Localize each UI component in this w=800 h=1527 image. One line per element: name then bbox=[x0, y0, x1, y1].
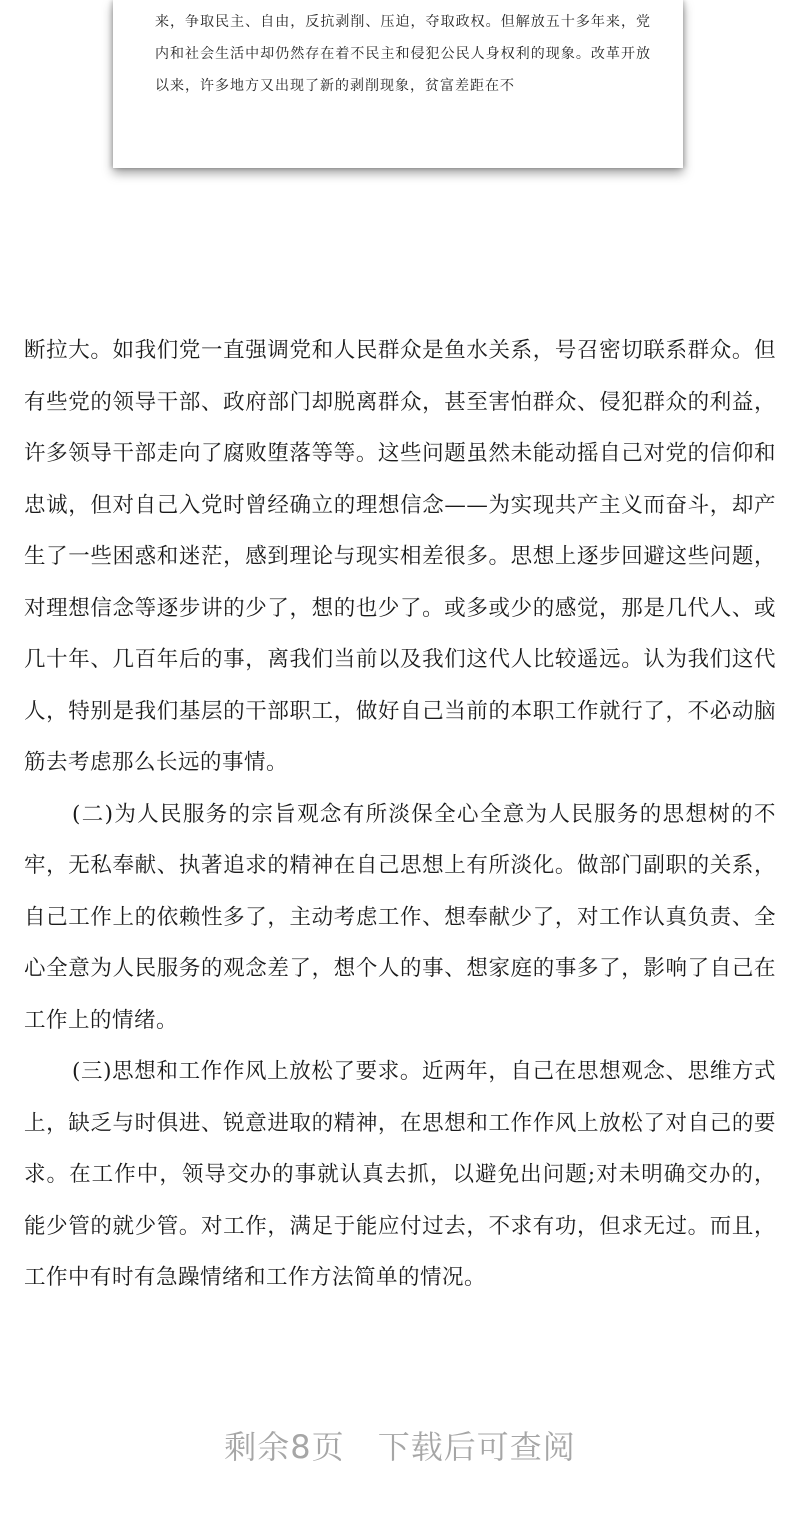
download-prompt[interactable] bbox=[0, 1422, 800, 1468]
paragraph-section-3: (三)思想和工作作风上放松了要求。近两年，自己在思想观念、思维方式上，缺乏与时俱进、锐意进取的精神，在思想和工作作风上放松了对自己的要求。在工作中，领导交办的事就认真去抓，以避免出问题;对未明确交办的，能少管的就少管。对工作，满足于能应付过去，不求有功，但求无过。而且，工作中有时有急躁情绪和工作方法简单的情况。 bbox=[24, 1059, 776, 1290]
preview-page-card bbox=[113, 0, 683, 168]
download-to-view-link[interactable]: 下载后可查阅 bbox=[377, 1428, 576, 1466]
paragraph-continuation: 断拉大。如我们党一直强调党和人民群众是鱼水关系，号召密切联系群众。但有些党的领导干部、政府部门却脱离群众，甚至害怕群众、侵犯群众的利益，许多领导干部走向了腐败堕落等等。这些问题虽然未能动摇自己对党的信仰和忠诚，但对自己入党时曾经确立的理想信念——为实现共产主义而奋斗，却产生了一些困惑和迷茫，感到理论与现实相差很多。思想上逐步回避这些问题，对理想信念等逐步讲的少了，想的也少了。或多或少的感觉，那是几代人、或几十年、几百年后的事，离我们当前以及我们这代人比较遥远。认为我们这代人，特别是我们基层的干部职工，做好自己当前的本职工作就行了，不必动脑筋去考虑那么长远的事情。 bbox=[24, 338, 776, 775]
paragraph-section-2: (二)为人民服务的宗旨观念有所淡保全心全意为人民服务的思想树的不牢，无私奉献、执著追求的精神在自己思想上有所淡化。做部门副职的关系，自己工作上的依赖性多了，主动考虑工作、想奉献少了，对工作认真负责、全心全意为人民服务的观念差了，想个人的事、想家庭的事多了，影响了自己在工作上的情绪。 bbox=[24, 801, 776, 1033]
download-separator bbox=[345, 1428, 378, 1466]
remaining-pages-label[interactable]: 剩余8页 bbox=[224, 1428, 345, 1466]
document-body bbox=[24, 325, 776, 1304]
preview-page-text: 来，争取民主、自由，反抗剥削、压迫，夺取政权。但解放五十多年来，党内和社会生活中却仍然存在着不民主和侵犯公民人身权利的现象。改革开放以来，许多地方又出现了新的剥削现象，贫富差距在不 bbox=[155, 14, 651, 94]
